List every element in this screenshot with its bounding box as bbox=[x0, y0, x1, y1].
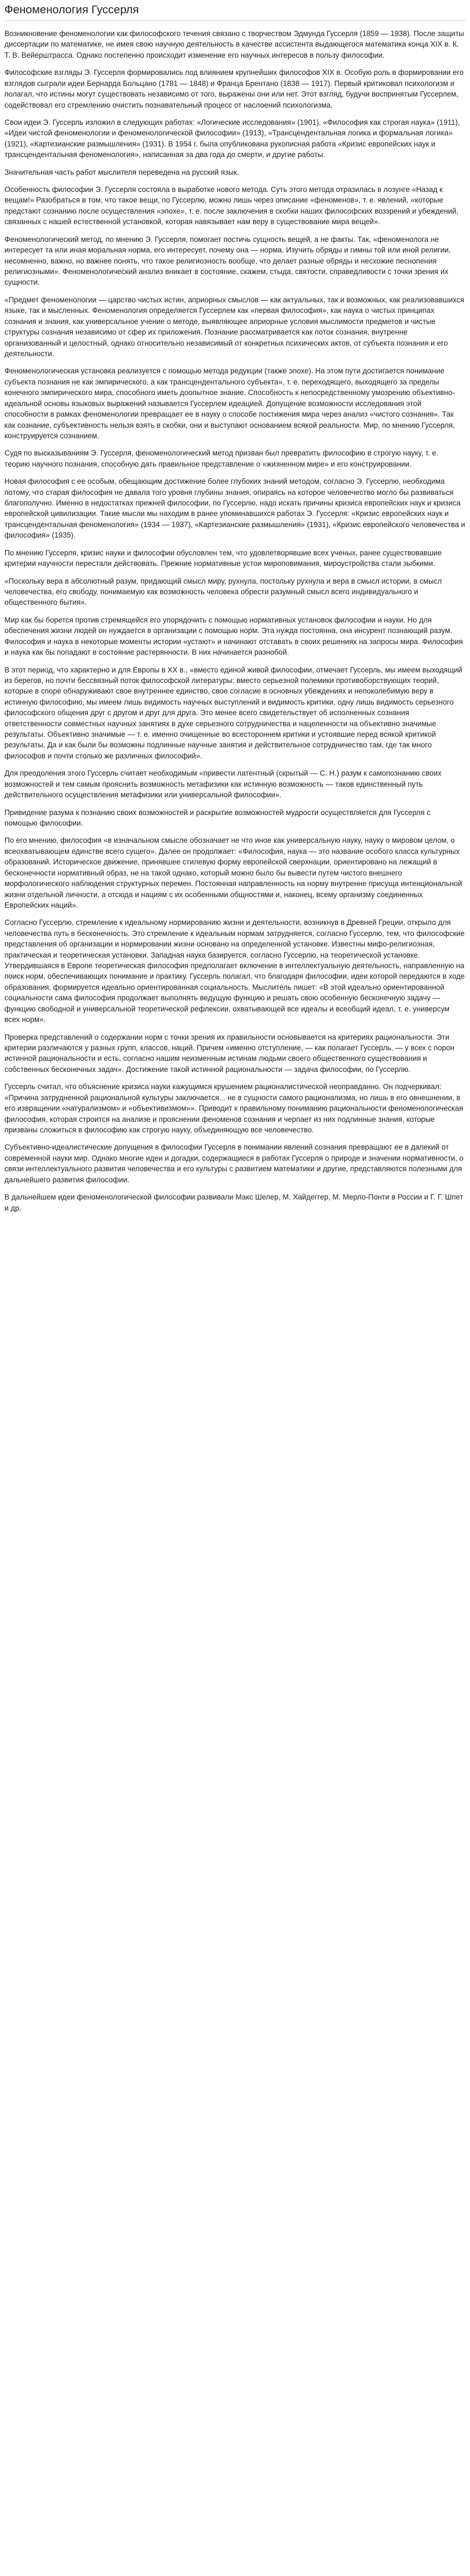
paragraph: Для преодоления этого Гуссерль считает необходимым «привести латентный (скрытый — С. Н.) разум к самопознанию своих возможностей и тем самым прояснить возможность метафизики как истинную возможность — таков единственный путь действительного осуществления метафизики или универсальной философии». bbox=[4, 769, 442, 799]
paragraph: Феноменологический метод, по мнению Э. Гуссерля, помогает постичь сущность вещей, а не факты. Так, «феноменолога не интересует та или иная моральная норма, его интересует, почему она — норма. Изучить обряды и гимны той или иной религии, несомненно, важно, но важнее понять, что такое религиозность вообще, что делает разные обряды и несхожие песнопения религиозными». Феноменологический анализ вникает в состояние, скажем, стыда, святости, справедливости с точки зрения их сущности. bbox=[4, 235, 451, 287]
paragraph: Согласно Гуссерлю, стремление к идеальному нормированию жизни и деятельности, возникнув в Древней Греции, открыло для человечества путь в бесконечность. Это стремление к идеальным нормам затрудняется, согласно Гуссерлю, тем, что философские представления об организации и нормировании жизни основано на определенной установке. Известны мифо-религиозная, практическая и теоретическая установки. Западная наука базируется, согласно Гуссерлю, на теоретической установке. Утвердившаяся в Европе теоретическая философия предполагает включение в интеллектуальную деятельность, направленную на поиск норм, обеспечивающих понимание и практику. Гуссерль полагал, что благодаря философии, идеи которой передаются в ходе образования, формируется идеально ориентированная социальность. Мыслитель пишет: «В этой идеально ориентированной социальности сама философия продолжает выполнять ведущую функцию и решать свою особенную бесконечную задачу — функцию свободной и универсальной теоретической рефлексии, охватывающей все идеалы и всеобщий идеал, т. е. универсум всех норм». bbox=[4, 918, 465, 1024]
paragraph: Значительная часть работ мыслителя переведена на русский язык. bbox=[4, 168, 239, 176]
paragraph: Философские взгляды Э. Гуссерля формировались под влиянием крупнейших философов XIX в. Особую роль в формировании его взглядов сыграли идеи Бернарда Больцано (1781 — 1848) и Франца Брентано (1838 — 1917). Первый критиковал психологизм и полагал, что истины могут существовать независимо от того, выражены они или нет. Этот взгляд, будучи воспринятым Гуссерлем, содействовал его стремлению очистить познавательный процесс от наслоений психологизма. bbox=[4, 68, 464, 109]
paragraph: В этот период, что характерно и для Европы в ХХ в., «вместо единой живой философии, отмечает Гуссерль, мы имеем выходящий из берегов, но почти бессвязный поток философской литературы: вместо серьезной полемики противоборствующих теорий, которые в споре обнаруживают свое внутреннее единство, свое согласие в основных убеждениях и непоколебимую веру в истинную философию, мы имеем лишь видимость научных выступлений и видимость критики, одну лишь видимость серьезного философского общения друг с другом и друг для друга. Это менее всего свидетельствует об исполненных сознания ответственности совместных научных занятиях в духе серьезного сотрудничества и нацеленности на объективно значимые результаты. Объективно значимые — т. е. именно очищенные во всестороннем критики и устоявшие перед всякой критикой результаты. Да и как были бы возможны подлинные научные занятия и действительное сотрудничество там, где так много философов и почти столько же различных философий». bbox=[4, 665, 462, 760]
paragraph: В дальнейшем идеи феноменологической философии развивали Макс Шелер, М. Хайдеггер, М. Мерло-Понти в России и Г. Г. Шпет и др. bbox=[4, 1193, 463, 1212]
paragraph: Свои идеи Э. Гуссерль изложил в следующих работах: «Логические исследования» (1901), «Философия как строгая наука» (1911), «Идеи чистой феноменологии и феноменологической философии» (1913), «Трансцендентальная логика и формальная логика» (1921), «Картезианские размышления» (1931). В 1954 г. была опубликована рукописная работа «Кризис европейских наук и трансцендентальная феноменология», написанная за два года до смерти, и другие работы. bbox=[4, 118, 460, 159]
paragraph: Субъективно-идеалистические допущения в философии Гуссерля в понимании явлений сознания превращают ее в далекий от современной науки мир. Однако многие идеи и догадки, содержащиеся в работах Гуссерля о природе и значении нормативности, о связи интеллектуального развития человечества и его культуры с развитием математики и другие, представляются полезными для дальнейшего развития философии. bbox=[4, 1143, 464, 1184]
paragraph: «Поскольку вера в абсолютный разум, придающий смысл миру, рухнула, постольку рухнула и вера в смысл истории, в смысл человечества, его свободу, понимаемую как возможность человека обрести разумный смысл всего индивидуального и общественного бытия». bbox=[4, 576, 442, 607]
paragraph: Проверка представлений о содержании норм с точки зрения их правильности основывается на критериях рациональности. Эти критерии различаются у разных групп, классов, наций. Причем «именно отступление, — как полагает Гуссерль, — у всех с порон истинной рациональности и есть, согласно нашим неизменным истинам людьми своего общественного существования и собственных бесконечных задач». Достижение такой истинной рациональности — задача философии, по Гуссерлю. bbox=[4, 1033, 454, 1074]
paragraph: Привидение разума к познанию своих возможностей и раскрытие возможностей мудрости осуществляется для Гуссерля с помощью философии. bbox=[4, 808, 431, 827]
paragraph: Гуссерль считал, что объяснение кризиса науки кажущимся крушением рационалистической неоправданно. Он подчеркивал: «Причина затрудненной рациональной культуры заключается... не в сущности самого рационализма, но лишь в его овнешнении, в его извращении «натурализмом» и «объективизмом»». Приводит к правильному пониманию рациональности феноменологическая философия, которая строится на анализе и прояснении феноменов сознания и черпает из них подлинные знания, которые призваны сложиться в философию как строгую науку, объединяющую все человечество. bbox=[4, 1082, 463, 1134]
paragraph: По мнению Гуссерля, кризис науки и философии обусловлен тем, что удовлетворявшие всех ученых, ранее существовавшие критерии научности перестали действовать. Прежние нормативные устои мироповимания, мироустройства стали зыбкими. bbox=[4, 548, 442, 568]
paragraph: Феноменологическая установка реализуется с помощью метода редукции (также эпохе). На этом пути достигается понимание субъекта познания не как эмпирического, а как трансцендентального субъекта», т. е. переходящего, выходящего за пределы конечного эмпирического мира, способного иметь доопытное знание. Способность к непосредственному умозрению объективно-идеальной основы языковых выражений называется Гуссерлем идеацией. Допущение возможности исследования этой способности в рамках феноменологии превращает ее в науку о способе постижения мира через анализ «чистого сознания». Так как сознание, субъективность нельзя взять в скобки, они и выступают основанием всякой реальности. Мир, по мнению Гуссерля, конструируется сознанием. bbox=[4, 367, 455, 440]
paragraph: Новая философия с ее особым, обещающим достижение более глубоких знаний методом, согласно Э. Гуссерлю, необходима потому, что старая философия не давала того уровня глубины знания, опираясь на которое человечество могло бы развиваться благополучно. Именно в недостатках прежней философии, по Гуссерлю, надо искать причины кризиса европейских наук и кризиса европейской цивилизации. Такие мысли мы находим в ранее упоминавшихся работах Э. Гуссерля: «Кризис европейских наук и трансцендентальная феноменология» (1934 — 1937), «Картезианские размышления» (1931), «Кризис европейского человечества и философия» (1935). bbox=[4, 477, 466, 540]
paragraph: Особенность философии Э. Гуссерля состояла в выработке нового метода. Суть этого метода отразилась в лозунге «Назад к вещам!» Разобраться в том, что такое вещи, по Гуссерлю, можно лишь через описание «феноменов», т. е. явлений, «которые предстают сознанию после осуществления «эпохе», т. е. после заключения в скобки наших философских воззрений и убеждений, связанных с нашей естественной установкой, которая навязывает нам веру в существование мира вещей». bbox=[4, 185, 459, 226]
paragraph: Мир как бы борется против стремящейся его упорядочить с помощью нормативных установок философии и науки. Но для обеспечения жизни людей он нуждается в организации с помощью норм. Эта нужда постоянна, она инсурент познающий разум. Философия и наука в некоторые моменты истории «устают» и начинают отставать в своих решениях на запросы мира. Философия и наука как бы попадают в состояние растерянности. В них начинается разнобой. bbox=[4, 615, 463, 657]
paragraph: Возникновение феноменологии как философского течения связано с творчеством Эдмунда Гуссерля (1859 — 1938). После защиты диссертации по математике, не имея свою научную деятельность в качестве ассистента выдающегося математика конца XIX в. К. Т. В. Вейерштрасса. Однако постепенно происходит изменение его научных интересов в пользу философии. bbox=[4, 29, 464, 59]
paragraph: Судя по высказываниям Э. Гуссерля, феноменологический метод призван был превратить философию в строгую науку, т. е. теорию научного познания, способную дать правильное представление о «жизненном мире» и его конструировании. bbox=[4, 449, 438, 468]
page-title: Феноменология Гуссерля bbox=[4, 0, 466, 21]
article-body bbox=[4, 21, 466, 1213]
paragraph: «Предмет феноменологии — царство чистых истин, априорных смыслов — как актуальных, так и возможных, как реализовавшихся языке, так и мысленных. Феноменология определяется Гуссерлем как «первая философия», как наука о чистых принципах сознания и знания, как универсальное учение о методе, выявляющее априорные условия мыслимости предметов и чистые структуры сознания независимо от сфер их приложения. Познание рассматривается как поток сознания, внутренне организованный и целостный, однако относительно независимый от конкретных психических актов, от субъекта познания и его деятельности. bbox=[4, 295, 464, 358]
paragraph: По его мнению, философия «в изначальном смысле обозначает не что иное как универсальную науку, науку о мировом целом, о всеохватывающем единстве всего сущего». Далее он продолжает: «Философия, наука — это название особого класса культурных образований. Историческое движение, принявшее стилевую форму европейской сверхнации, ориентировано на лежащий в бесконечности нормативный образ, не на такой однако, который можно было бы вывести путем чистого внешнего морфологического наблюдения структурных перемен. Постоянная направленность на норму внутренне присуща интенциональной жизни отдельной личности, а отсюда и нациям с их особенными общностями и, наконец, всему организму соединенных Европейских наций». bbox=[4, 836, 462, 909]
article-page bbox=[0, 0, 470, 1213]
